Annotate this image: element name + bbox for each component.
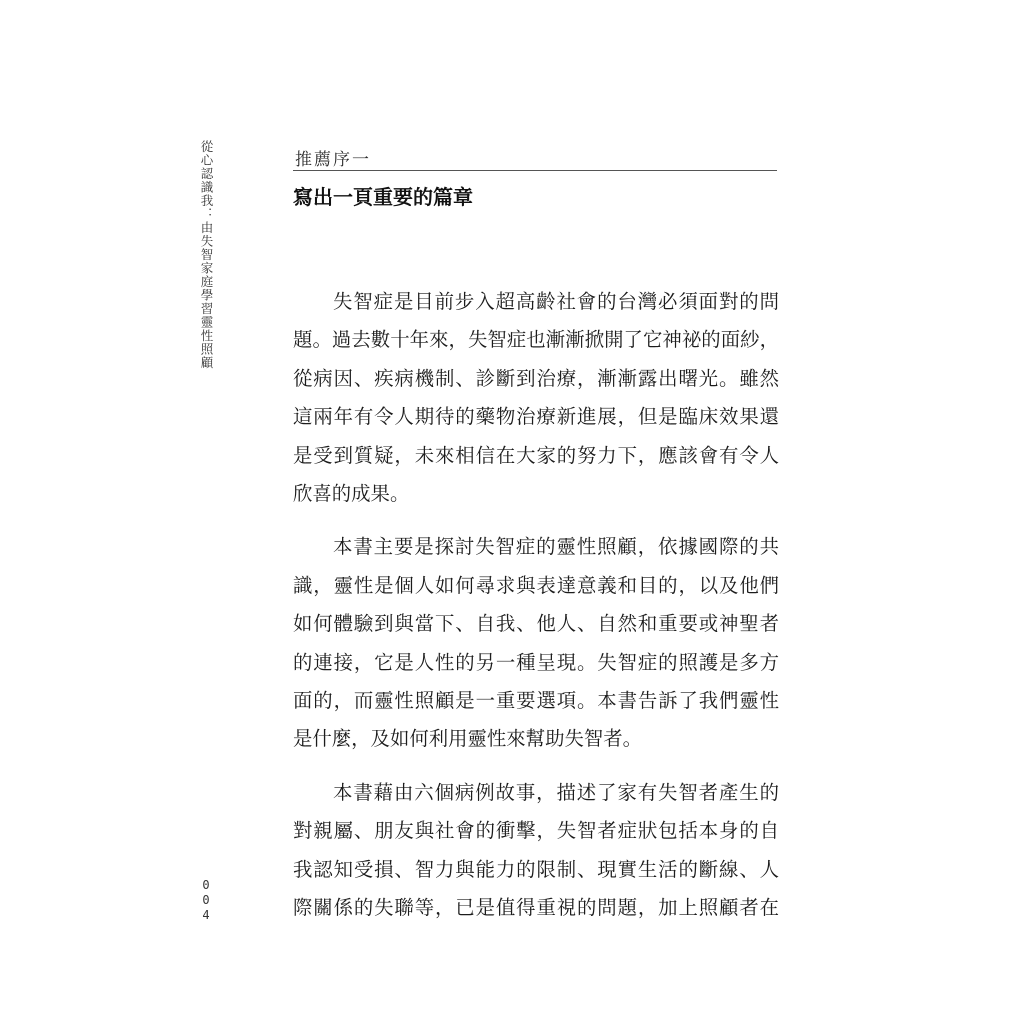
text-line: 際關係的失聯等，已是值得重視的問題，加上照顧者在: [293, 896, 779, 920]
text-line: 失智症是目前步入超高齡社會的台灣必須面對的問: [333, 290, 779, 313]
running-title: 從心認識我：由失智家庭學習靈性照顧: [199, 140, 214, 370]
text-line: 本書主要是探討失智症的靈性照顧，依據國際的共: [333, 535, 779, 559]
text-line: 我認知受損、智力與能力的限制、現實生活的斷線、人: [293, 857, 779, 881]
chapter-title: 寫出一頁重要的篇章: [293, 185, 473, 209]
header-rule: [293, 170, 777, 171]
text-line: 對親屬、朋友與社會的衝擊，失智者症狀包括本身的自: [293, 819, 779, 843]
text-line: 面的，而靈性照顧是一重要選項。本書告訴了我們靈性: [293, 689, 779, 713]
section-label: 推薦序一: [295, 150, 371, 170]
page-number: 004: [199, 878, 213, 923]
text-line: 是什麼，及如何利用靈性來幫助失智者。: [293, 727, 643, 751]
paragraph-3: [293, 774, 779, 928]
text-line: 這兩年有令人期待的藥物治療新進展，但是臨床效果還: [293, 405, 779, 429]
text-line: 本書藉由六個病例故事，描述了家有失智者產生的: [333, 780, 779, 804]
text-line: 的連接，它是人性的另一種呈現。失智症的照護是多方: [293, 650, 779, 674]
text-line: 從病因、疾病機制、診斷到治療，漸漸露出曙光。雖然: [293, 366, 779, 390]
text-line: 是受到質疑，未來相信在大家的努力下，應該會有令人: [293, 443, 779, 467]
paragraph-1: [293, 283, 779, 513]
text-line: 識，靈性是個人如何尋求與表達意義和目的，以及他們: [293, 573, 779, 597]
text-line: 如何體驗到與當下、自我、他人、自然和重要或神聖者: [293, 612, 779, 636]
paragraph-2: [293, 528, 779, 758]
body-text: [293, 283, 779, 943]
text-line: 題。過去數十年來，失智症也漸漸掀開了它神祕的面紗，: [293, 328, 779, 352]
text-line: 欣喜的成果。: [293, 482, 410, 506]
